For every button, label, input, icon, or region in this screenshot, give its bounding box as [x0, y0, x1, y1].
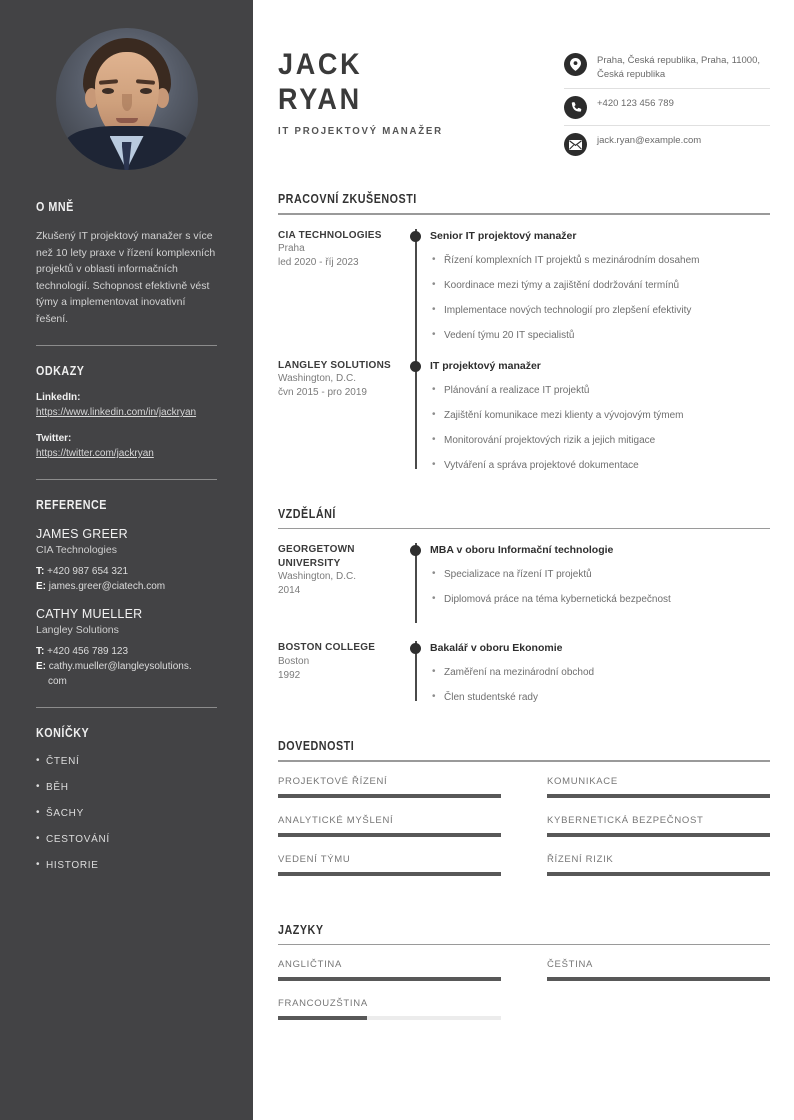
reference-phone-row	[36, 644, 217, 659]
link-item-linkedin	[36, 392, 217, 420]
timeline-dot	[410, 361, 421, 372]
reference-email-row	[36, 659, 217, 689]
entry-organization: GEORGETOWN UNIVERSITY	[278, 544, 355, 569]
language-bar-fill	[547, 977, 770, 981]
timeline-line	[415, 359, 417, 469]
entry-dates: 2014	[278, 585, 301, 597]
portrait-eye-right	[140, 88, 152, 94]
entry-dates: čvn 2015 - pro 2019	[278, 387, 367, 399]
entry-bullet: • Monitorování projektových rizik a jejich mitigace	[430, 433, 770, 448]
link-url[interactable]: https://twitter.com/jackryan	[36, 448, 154, 459]
contact-email: jack.ryan@example.com	[597, 135, 702, 146]
hobby-item: • ČTENÍ	[36, 754, 217, 769]
entry-meta	[278, 229, 406, 353]
entry-body	[428, 641, 770, 715]
entry-meta	[278, 543, 406, 617]
hobby-item: • CESTOVÁNÍ	[36, 832, 217, 847]
reference-email: james.greer@ciatech.com	[48, 581, 166, 592]
entry-bullet: • Zaměření na mezinárodní obchod	[430, 665, 770, 680]
timeline-line	[415, 229, 417, 359]
reference-company: Langley Solutions	[36, 624, 119, 636]
hobbies-heading: KONÍČKY	[36, 726, 90, 740]
entry-organization: LANGLEY SOLUTIONS	[278, 359, 391, 371]
entry-bullet: • Řízení komplexních IT projektů s mezinárodním dosahem	[430, 253, 770, 268]
experience-section	[278, 192, 770, 483]
skill-name: KYBERNETICKÁ BEZPEČNOST	[547, 814, 704, 826]
skill-bar-fill	[547, 872, 770, 876]
link-label: Twitter:	[36, 433, 72, 444]
language-item	[547, 959, 770, 981]
avatar	[56, 28, 198, 170]
divider-about-links	[36, 345, 217, 346]
entry-organization: CIA TECHNOLOGIES	[278, 229, 382, 241]
language-bar-track	[547, 977, 770, 981]
main-content	[253, 0, 794, 1120]
skill-bar-track	[278, 833, 501, 837]
skill-item	[278, 854, 501, 876]
skill-name: PROJEKTOVÉ ŘÍZENÍ	[278, 775, 388, 787]
entry-bullet: • Vytváření a správa projektové dokumentace	[430, 458, 770, 473]
reference-email-row	[36, 579, 217, 594]
skill-item	[278, 815, 501, 837]
language-bar-track	[278, 1016, 501, 1020]
skill-item	[547, 815, 770, 837]
section-rule	[278, 528, 770, 530]
references-heading: REFERENCE	[36, 498, 107, 512]
education-entry	[278, 543, 770, 617]
entry-meta	[278, 359, 406, 483]
reference-email-label: E:	[36, 661, 46, 672]
skill-bar-track	[278, 872, 501, 876]
section-rule	[278, 213, 770, 215]
about-text: Zkušený IT projektový manažer s více než 10 lety praxe v řízení komplexních projektů v oblasti informačních technologií. Schopnost efektivně vést týmy a implementovat inovativní řešení.	[36, 230, 216, 325]
reference-name: JAMES GREER	[36, 527, 128, 541]
entry-bullet: • Implementace nových technologií pro zlepšení efektivity	[430, 303, 770, 318]
entry-body	[428, 229, 770, 353]
sidebar	[0, 0, 253, 1120]
reference-item	[36, 606, 217, 689]
timeline-dot	[410, 643, 421, 654]
timeline-dot	[410, 231, 421, 242]
entry-dates: 1992	[278, 669, 301, 681]
envelope-icon	[564, 133, 587, 156]
hobby-item: • BĚH	[36, 780, 217, 795]
languages-grid	[278, 959, 770, 1037]
experience-entry	[278, 359, 770, 483]
header	[278, 38, 770, 168]
entry-bullet: • Vedení týmu 20 IT specialistů	[430, 328, 770, 343]
timeline	[406, 641, 428, 715]
reference-phone-label: T:	[36, 566, 45, 577]
section-rule	[278, 944, 770, 946]
skills-heading: DOVEDNOSTI	[278, 739, 355, 754]
job-title: IT PROJEKTOVÝ MANAŽER	[278, 125, 443, 137]
entry-role: Senior IT projektový manažer	[430, 229, 577, 242]
skill-bar-fill	[547, 833, 770, 837]
phone-icon	[564, 96, 587, 119]
skill-bar-fill	[278, 794, 501, 798]
photo-container	[0, 0, 253, 170]
experience-entry	[278, 229, 770, 353]
last-name: RYAN	[278, 83, 362, 116]
languages-heading: JAZYKY	[278, 922, 324, 937]
skill-name: ŘÍZENÍ RIZIK	[547, 853, 614, 865]
about-heading: O MNĚ	[36, 200, 74, 214]
entry-location: Praha	[278, 243, 305, 255]
entry-organization: BOSTON COLLEGE	[278, 642, 376, 654]
contact-row-email	[564, 132, 770, 162]
entry-role: IT projektový manažer	[430, 359, 541, 372]
skill-name: KOMUNIKACE	[547, 775, 618, 787]
skill-name: VEDENÍ TÝMU	[278, 853, 351, 865]
entry-body	[428, 359, 770, 483]
divider-references-hobbies	[36, 707, 217, 708]
languages-section	[278, 923, 770, 1038]
timeline-dot	[410, 545, 421, 556]
contact-row-address	[564, 52, 770, 89]
timeline	[406, 543, 428, 617]
hobby-item: • HISTORIE	[36, 858, 217, 873]
contact-phone: +420 123 456 789	[597, 98, 674, 109]
language-item	[278, 998, 501, 1020]
skills-grid	[278, 776, 770, 893]
language-bar-fill	[278, 977, 501, 981]
references-section	[0, 498, 253, 689]
entry-bullet: • Plánování a realizace IT projektů	[430, 383, 770, 398]
skill-item	[547, 776, 770, 798]
reference-email-label: E:	[36, 581, 46, 592]
language-bar-track	[278, 977, 501, 981]
timeline	[406, 359, 428, 483]
reference-phone-label: T:	[36, 646, 45, 657]
entry-location: Washington, D.C.	[278, 571, 356, 583]
links-section	[0, 364, 253, 461]
experience-heading: PRACOVNÍ ZKUŠENOSTI	[278, 192, 417, 206]
name-block	[278, 38, 536, 137]
skill-item	[547, 854, 770, 876]
entry-location: Washington, D.C.	[278, 373, 356, 385]
skill-name: ANALYTICKÉ MYŠLENÍ	[278, 814, 394, 826]
language-name: ČEŠTINA	[547, 959, 594, 971]
reference-company: CIA Technologies	[36, 544, 117, 556]
reference-email: cathy.mueller@langleysolutions.	[48, 661, 192, 672]
reference-item	[36, 526, 217, 594]
timeline	[406, 229, 428, 353]
language-name: ANGLIČTINA	[278, 959, 343, 971]
about-section	[0, 200, 253, 327]
education-entry	[278, 641, 770, 715]
entry-location: Boston	[278, 655, 310, 667]
skills-section	[278, 739, 770, 893]
reference-name: CATHY MUELLER	[36, 607, 143, 621]
portrait-eye-left	[102, 88, 114, 94]
links-heading: ODKAZY	[36, 364, 85, 378]
language-name: FRANCOUZŠTINA	[278, 998, 368, 1010]
entry-role: MBA v oboru Informační technologie	[430, 544, 614, 557]
skill-bar-fill	[278, 833, 501, 837]
skill-bar-track	[547, 872, 770, 876]
skill-bar-track	[547, 833, 770, 837]
contact-block	[536, 38, 770, 168]
portrait-nose	[122, 94, 132, 111]
link-item-twitter	[36, 433, 217, 461]
first-name: JACK	[278, 48, 363, 81]
skill-bar-track	[278, 794, 501, 798]
reference-phone: +420 987 654 321	[47, 566, 129, 577]
entry-role: Bakalář v oboru Ekonomie	[430, 642, 563, 655]
skill-bar-fill	[547, 794, 770, 798]
hobbies-section	[0, 726, 253, 873]
contact-row-phone	[564, 95, 770, 126]
entry-bullet: • Specializace na řízení IT projektů	[430, 567, 770, 582]
entry-bullet: • Člen studentské rady	[430, 690, 770, 705]
education-heading: VZDĚLÁNÍ	[278, 506, 336, 521]
entry-dates: led 2020 - říj 2023	[278, 257, 359, 269]
reference-email-continued: com	[48, 676, 67, 687]
reference-phone-row	[36, 564, 217, 579]
entry-meta	[278, 641, 406, 715]
entry-body	[428, 543, 770, 617]
skill-bar-fill	[278, 872, 501, 876]
language-bar-fill	[278, 1016, 367, 1020]
link-label: LinkedIn:	[36, 392, 81, 403]
divider-links-references	[36, 479, 217, 480]
location-pin-icon	[564, 53, 587, 76]
skill-item	[278, 776, 501, 798]
contact-address: Praha, Česká republika, Praha, 11000, Česká republika	[597, 55, 761, 80]
link-url[interactable]: https://www.linkedin.com/in/jackryan	[36, 407, 197, 418]
entry-bullet: • Zajištění komunikace mezi klienty a vývojovým týmem	[430, 408, 770, 423]
skill-bar-track	[547, 794, 770, 798]
education-section	[278, 507, 770, 716]
portrait-mouth	[116, 118, 138, 123]
hobby-item: • ŠACHY	[36, 806, 217, 821]
language-item	[278, 959, 501, 981]
entry-bullet: • Koordinace mezi týmy a zajištění dodržování termínů	[430, 278, 770, 293]
section-rule	[278, 760, 770, 762]
reference-phone: +420 456 789 123	[47, 646, 129, 657]
entry-bullet: • Diplomová práce na téma kybernetická bezpečnost	[430, 592, 770, 607]
